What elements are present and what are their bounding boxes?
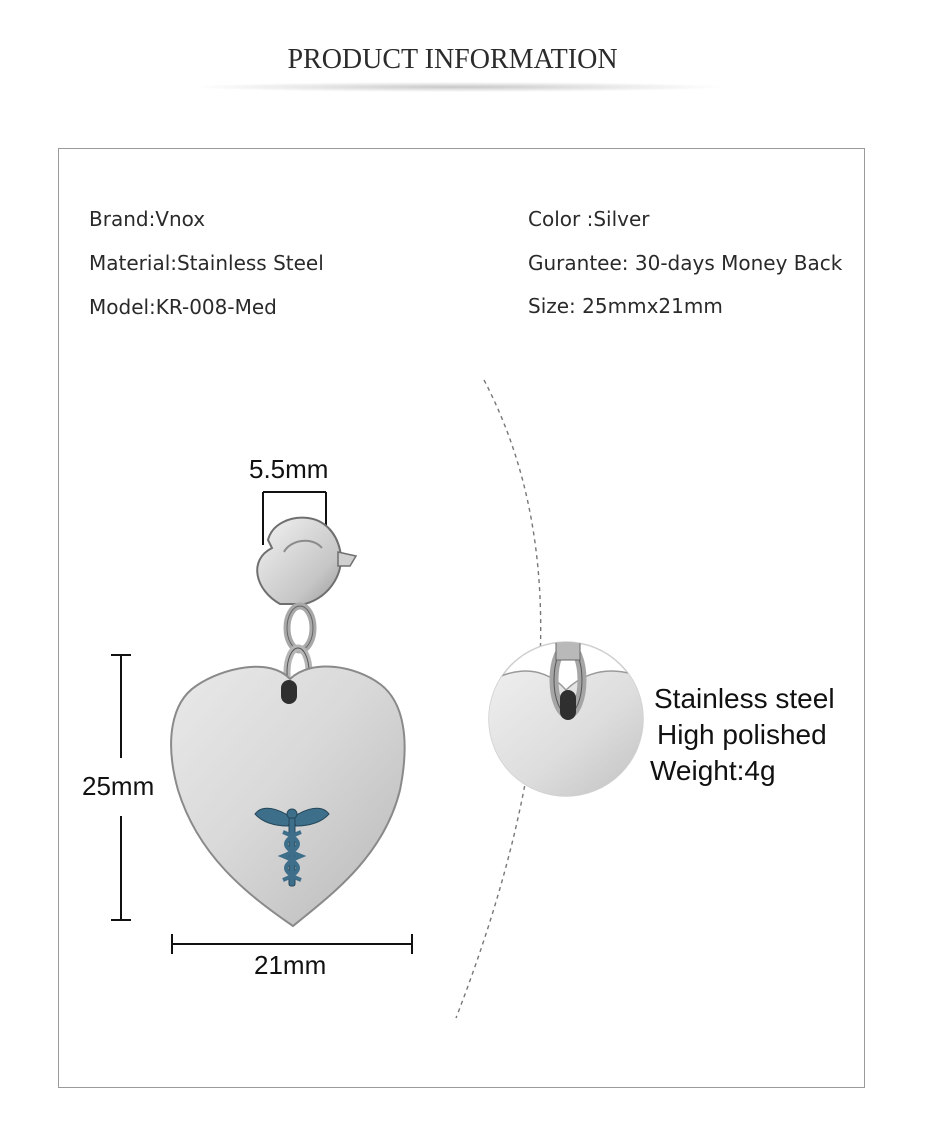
feature-finish: High polished (657, 719, 827, 750)
heart-tag (171, 666, 405, 926)
spec-model: Model:KR-008-Med (89, 295, 277, 319)
feature-weight: Weight:4g (650, 755, 776, 786)
spec-brand: Brand:Vnox (89, 207, 206, 231)
spec-color: Color :Silver (528, 207, 650, 231)
feature-material: Stainless steel (654, 683, 835, 714)
spec-guarantee: Gurantee: 30-days Money Back (528, 251, 843, 275)
page-title: PRODUCT INFORMATION (287, 44, 618, 75)
zoom-detail-circle (480, 640, 660, 820)
clasp-width-label: 5.5mm (249, 454, 329, 484)
width-label: 21mm (254, 950, 327, 980)
height-label: 25mm (82, 771, 155, 801)
lobster-clasp (257, 518, 356, 604)
spec-size: Size: 25mmx21mm (528, 294, 723, 318)
spec-material: Material:Stainless Steel (89, 251, 324, 275)
